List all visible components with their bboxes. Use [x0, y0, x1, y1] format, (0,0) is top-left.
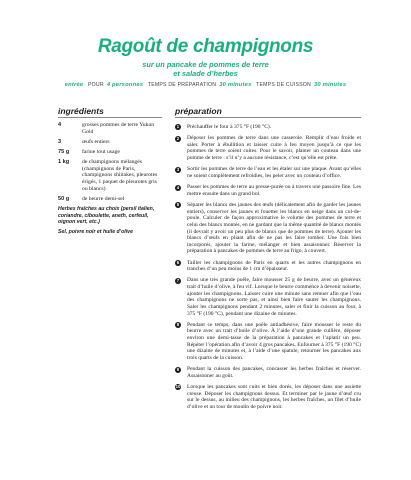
herbs-note: Herbes fraîches au choix (persil italien, coriandre, ciboulette, aneth, cerfeuil, oignon vert, etc.) — [58, 206, 155, 226]
servings-label: POUR — [88, 82, 104, 88]
prep-time-value: 30 minutes — [219, 82, 252, 88]
ingredient-quantity: 50 g — [58, 196, 70, 203]
step-text: Passer les pommes de terre au presse-purée ou à travers une passoire fine. Les mettre ensuite dans un grand bol. — [187, 184, 361, 197]
step-text: Préchauffer le four à 375 °F (190 °C). — [187, 124, 272, 130]
step-number-badge: 2 — [176, 135, 180, 141]
ingredient-item — [58, 196, 162, 203]
step-text: Sortir les pommes de terre de l’eau et les étaler sur une plaque. Avant qu’elles ne soient complètement refroidies, les peler avec un couteau d’office. — [187, 166, 361, 179]
step-number-badge: 1 — [176, 124, 180, 130]
preparation-steps — [175, 124, 361, 415]
preparation-heading: préparation — [175, 106, 222, 116]
ingredient-item — [58, 122, 162, 136]
ingredients-heading: ingrédients — [58, 106, 104, 116]
ingredient-item — [58, 139, 162, 146]
subtitle-line-1: sur un pancake de pommes de terre — [142, 60, 269, 69]
cook-time-value: 30 minutes — [313, 82, 347, 88]
step-number-badge: 4 — [176, 184, 180, 190]
step-item — [175, 277, 361, 317]
prep-time-label: TEMPS DE PRÉPARATION — [147, 82, 217, 88]
ingredient-quantity: 1 kg — [58, 158, 70, 165]
ingredient-name: de beurre demi-sel — [82, 196, 125, 203]
cook-time-label: TEMPS DE CUISSON — [256, 82, 311, 88]
step-text: Tailler les champignons de Paris en quarts et les autres champignons en tranches d’un peu moins de 1 cm d’épaisseur. — [187, 259, 361, 273]
seasoning-note: Sel, poivre noir et huile d’olive — [58, 229, 133, 236]
ingredient-quantity: 3 — [58, 138, 62, 145]
ingredient-item — [58, 159, 162, 194]
step-number-badge: 9 — [176, 366, 180, 372]
step-number-badge: 8 — [176, 322, 180, 328]
ingredient-quantity: 4 — [58, 122, 62, 128]
step-item — [175, 184, 361, 197]
preparation-divider — [175, 117, 361, 118]
ingredient-name: grosses pommes de terre Yukon Gold — [82, 122, 155, 135]
step-text: Pendant la cuisson des pancakes, concasser les herbes fraîches et réserver. Assaisonner au goût. — [187, 366, 361, 379]
step-item — [175, 202, 361, 255]
recipe-meta — [0, 82, 411, 88]
step-item — [175, 124, 361, 131]
step-item — [175, 322, 361, 362]
step-text: Pendant ce temps, dans une poêle antiadhésive, faire mousser le reste du beurre avec un trait d’huile d’olive. À l’aide d’une grande cuillère, déposer environ une demi-tasse de la préparation à pancakes et l’aplatir un peu. Répéter l’opération afin d’avoir 4 gros pancakes. Enfourner à 375 °F (190 °C) une dizaine de minutes et, à l’aide d’une spatule, retourner les pancakes aux trois quarts de la cuisson. — [187, 321, 361, 361]
step-number-badge: 10 — [175, 384, 181, 390]
step-text: Séparer les blancs des jaunes des œufs (délicatement afin de garder les jaunes entiers), conserver les jaunes et fouetter les blancs en neige dans un cul-de-poule. Calculer de façon approximative le volume des pommes de terre et celui des blancs montés, en ne gardant que la même quantité de blancs montés (il devrait y avoir un peu plus de blancs que de pommes de terre). Ajouter les blancs d’œufs en pliant afin de ne pas les faire tomber. Une fois bien incorporés, ajouter la farine, mélanger et bien assaisonner. Réserver la préparation à pancakes de pommes de terre au frigo, à couvert. — [187, 202, 361, 255]
step-text: Dans une très grande poêle, faire mousser 25 g de beurre, avec un généreux trait d’huile d’olive, à feu vif. Lorsque le beurre commence à devenir noisette, ajouter les champignons. Laisser cuire une minute sans remuer afin que l’eau des champignons ne sorte pas, et ainsi bien faire sauter les champignons. Saler les champignons pendant 2 minutes, saler et finir la cuisson au four, à 375 °F (190 °C), pendant une dizaine de minutes. — [187, 277, 361, 317]
servings-value: 4 personnes — [106, 82, 144, 88]
recipe-subtitle — [0, 60, 411, 78]
step-item — [175, 260, 361, 273]
step-text: Déposer les pommes de terre dans une casserole. Remplir d’eau froide et saler. Porter à ébullition et laisser cuire à feu moyen jusqu’à ce que les pommes de terre soient cuites. Pour le savoir, planter un couteau dans une pomme de terre : s’il n’y a aucune résistance, c’est qu’elle est prête. — [187, 135, 361, 162]
ingredients-divider — [58, 117, 162, 118]
subtitle-line-2: et salade d’herbes — [173, 69, 238, 78]
step-item — [175, 366, 361, 379]
step-number-badge: 7 — [176, 277, 180, 283]
step-number-badge: 5 — [176, 202, 180, 208]
step-number-badge: 3 — [176, 166, 180, 172]
ingredient-name: œufs entiers — [82, 138, 110, 145]
ingredients-list — [58, 122, 162, 236]
yield-value: entrée — [64, 82, 84, 88]
step-number-badge: 6 — [176, 259, 180, 265]
ingredient-quantity: 75 g — [58, 148, 70, 155]
step-item — [175, 166, 361, 179]
step-item — [175, 135, 361, 162]
step-item — [175, 384, 361, 411]
recipe-title: Ragoût de champignons — [97, 36, 314, 57]
ingredient-name: de champignons mélangés (champignons de Paris, champignons shiitakes, pleurotes érigés, 1 paquet de pleurotes gris ou blancs) — [82, 158, 158, 193]
ingredient-item — [58, 149, 162, 156]
step-text: Lorsque les pancakes sont cuits et bien dorés, les déposer dans une assiette creuse. Déposer les champignons dessus. Et terminer par le jaune d’œuf cru sur le dessus, au milieu des champignons, les herbes fraîches, un filet d’huile d’olive et un tour de moulin de poivre noir. — [187, 383, 361, 410]
ingredient-name: farine tout usage — [82, 148, 120, 155]
